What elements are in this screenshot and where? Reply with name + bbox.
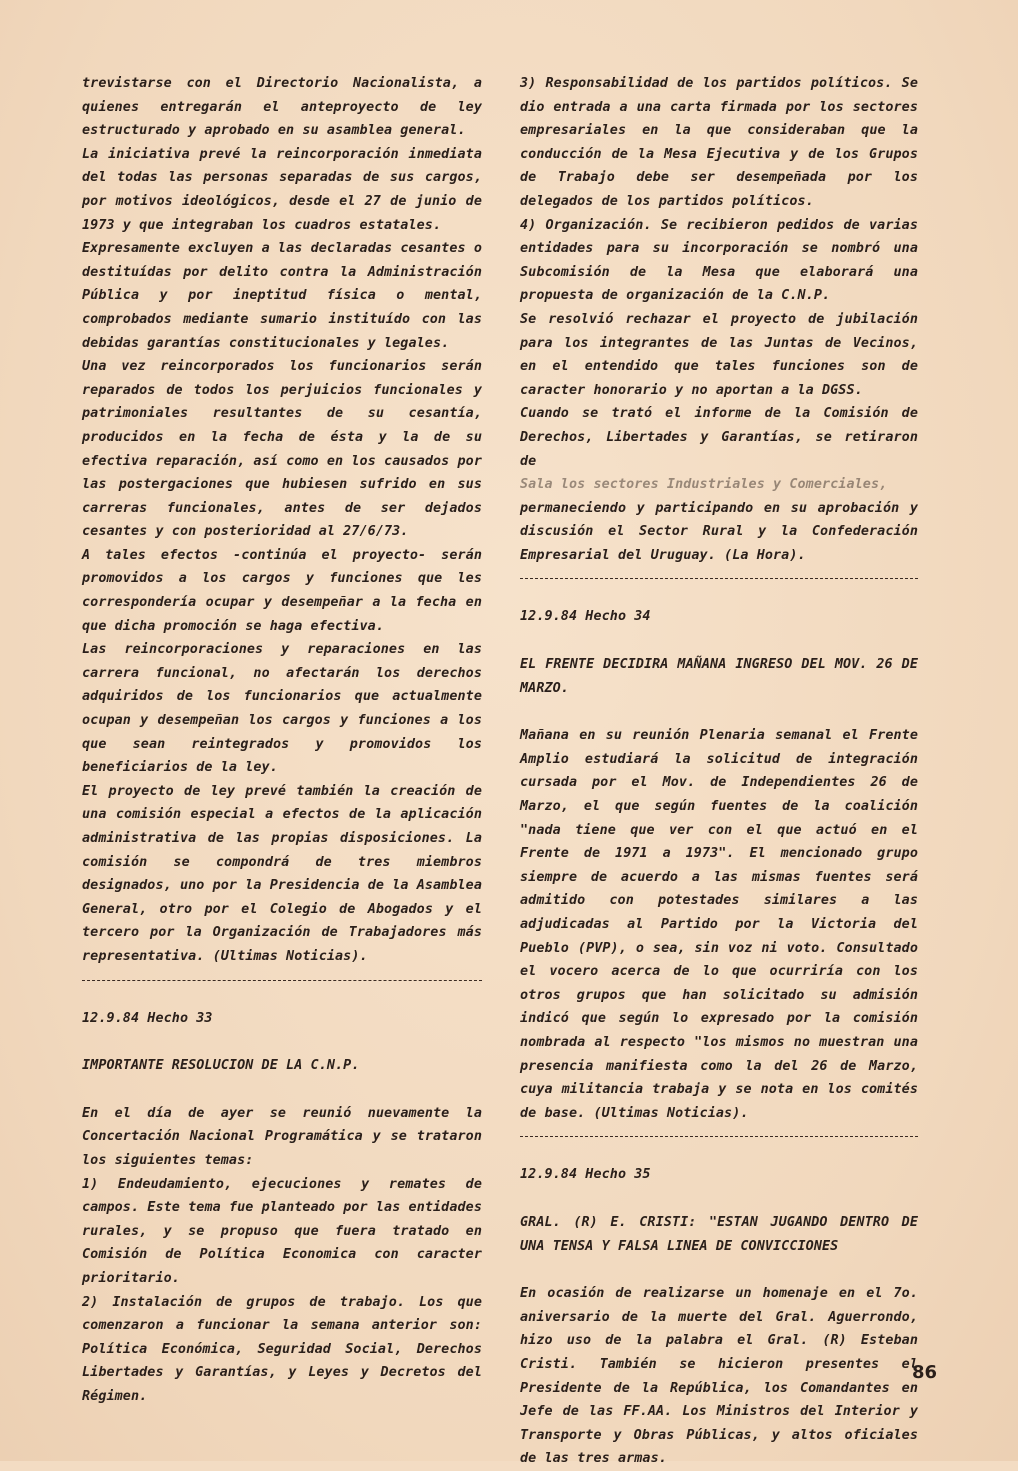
dashed-divider [520, 1136, 918, 1137]
entry-date-hecho-35: 12.9.84 Hecho 35 [520, 1167, 651, 1183]
paragraph: Cuando se trató el informe de la Comisión de Derechos, Libertades y Garantías, se retiraron de [520, 406, 918, 469]
page-number: 86 [912, 1362, 938, 1383]
paragraph: 2) Instalación de grupos de trabajo. Los que comenzaron a funcionar la semana anterior son: Política Económica, Seguridad Social, Derechos Libertades y Garantías, y Leyes y Decretos del Régimen. [82, 1294, 482, 1404]
entry-title-hecho-34: EL FRENTE DECIDIRA MAÑANA INGRESO DEL MOV. 26 DE MARZO. [520, 657, 918, 696]
paragraph: En el día de ayer se reunió nuevamente la Concertación Nacional Programática y se trataron los siguientes temas: [82, 1105, 482, 1168]
paragraph: 4) Organización. Se recibieron pedidos de varias entidades para su incorporación se nombró una Subcomisión de la Mesa que elaborará una propuesta de organización de la C.N.P. [520, 217, 918, 304]
paragraph: En ocasión de realizarse un homenaje en el 7o. aniversario de la muerte del Gral. Aguerrondo, hizo uso de la palabra el Gral. (R) Esteban Cristi. También se hicieron presentes el Presidente de la República, los Comandantes en Jefe de las FF.AA. Los Ministros del Interior y Transporte y Obras Públicas, y altos oficiales de las tres armas. [520, 1286, 918, 1467]
right-column [520, 72, 918, 1471]
paragraph: La iniciativa prevé la reincorporación inmediata del todas las personas separadas de sus cargos, por motivos ideológicos, desde el 27 de junio de 1973 y que integraban los cuadros estatales. [82, 146, 482, 233]
entry-title-hecho-35: GRAL. (R) E. CRISTI: "ESTAN JUGANDO DENTRO DE UNA TENSA Y FALSA LINEA DE CONVICCIONES [520, 1214, 918, 1254]
paragraph: Las reincorporaciones y reparaciones en las carrera funcional, no afectarán los derechos adquiridos de los funcionarios que actualmente ocupan y desempeñan los cargos y funciones a los que sean reintegrados y promovidos los beneficiarios de la ley. [82, 642, 482, 776]
paragraph: 3) Responsabilidad de los partidos políticos. Se dio entrada a una carta firmada por los sectores empresariales en la que consideraban que la conducción de la Mesa Ejecutiva y de los Grupos de Trabajo debe ser desempeñada por los delegados de los partidos políticos. [520, 76, 918, 209]
paragraph: Se resolvió rechazar el proyecto de jubilación para los integrantes de las Juntas de Vecinos, en el entendido que tales funciones son de caracter honorario y no aportan a la DGSS. [520, 311, 918, 398]
paragraph: Expresamente excluyen a las declaradas cesantes o destituídas por delito contra la Administración Pública y por ineptitud física o mental, comprobados mediante sumario instituído con las debidas garantías constitucionales y legales. [82, 241, 482, 351]
entry-title-hecho-33: IMPORTANTE RESOLUCION DE LA C.N.P. [82, 1058, 360, 1074]
paragraph: El proyecto de ley prevé también la creación de una comisión especial a efectos de la aplicación administrativa de las propias disposiciones. La comisión se compondrá de tres miembros designados, uno por la Presidencia de la Asamblea General, otro por el Colegio de Abogados y el tercero por la Organización de Trabajadores más representativa. (Ultimas Noticias). [82, 783, 482, 964]
spacer [520, 1187, 918, 1211]
paragraph: trevistarse con el Directorio Nacionalista, a quienes entregarán el anteproyecto de ley estructurado y aprobado en su asamblea general. [82, 76, 482, 139]
paragraph: A tales efectos -continúa el proyecto- serán promovidos a los cargos y funciones que les correspondería ocupar y desempeñar a la fecha en que dicha promoción se haga efectiva. [82, 547, 482, 634]
spacer [82, 1030, 482, 1054]
spacer [520, 700, 918, 724]
paragraph: Mañana en su reunión Plenaria semanal el Frente Amplio estudiará la solicitud de integración cursada por el Mov. de Independientes 26 de Marzo, el que según fuentes de la coalición "nada tiene que ver con el que actuó en el Frente de 1971 a 1973". El mencionado grupo siempre de acuerdo a las mismas fuentes será admitido con potestades similares a las adjudicadas al Partido por la Victoria del Pueblo (PVP), o sea, sin voz ni voto. Consultado el vocero acerca de lo que ocurriría con los otros grupos que han solicitado su admisión indicó que según lo expresado por la comisión nombrada al respecto "los mismos no muestran una presencia manifiesta como la del 26 de Marzo, cuya militancia trabaja y se nota en los comités de base. (Ultimas Noticias). [520, 728, 918, 1121]
entry-date-hecho-34: 12.9.84 Hecho 34 [520, 609, 651, 625]
dashed-divider [82, 980, 482, 981]
dashed-divider [520, 578, 918, 579]
paragraph: Una vez reincorporados los funcionarios serán reparados de todos los perjuicios funcionales y patrimoniales resultantes de su cesantía, producidos en la fecha de ésta y la de su efectiva reparación, así como en los causados por las postergaciones que hubiesen sufrido en sus carreras funcionales, antes de ser dejados cesantes y con posterioridad al 27/6/73. [82, 359, 482, 540]
left-column [82, 72, 482, 1408]
spacer [520, 1258, 918, 1282]
paragraph: 1) Endeudamiento, ejecuciones y remates de campos. Este tema fue planteado por las entidades rurales, y se propuso que fuera tratado en Comisión de Política Economica con caracter prioritario. [82, 1176, 482, 1286]
spacer [82, 1078, 482, 1102]
spacer [520, 629, 918, 653]
paragraph: permaneciendo y participando en su aprobación y discusión el Sector Rural y la Confederación Empresarial del Uruguay. (La Hora). [520, 500, 918, 563]
paragraph-faded-line: Sala los sectores Industriales y Comerciales, [520, 477, 888, 493]
entry-date-hecho-33: 12.9.84 Hecho 33 [82, 1010, 213, 1026]
